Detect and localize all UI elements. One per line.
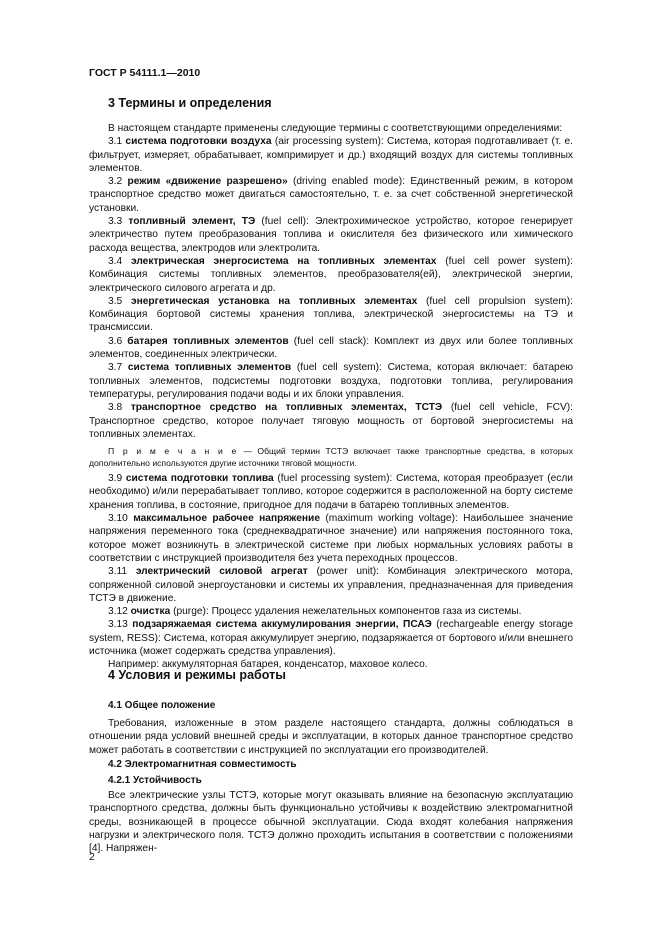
term-name: режим «движение разрешено» — [127, 176, 288, 188]
term-text: (fuel cell system): Система, которая включает: батарею топливных элементов, подсистемы подготовки воздуха, подготовки топлива, регулирования температуры, регулирования подачи воды и их блоки управления. — [89, 362, 574, 400]
note-text: — Общий термин ТСТЭ включает также транспортные средства, в которых дополнительно используются другие источники тяговой мощности. — [89, 446, 573, 469]
term-text: (maximum working voltage): Наибольшее значение напряжения переменного тока (среднеквадратичное значение) или напряжения постоянного тока, которое может возникнуть в электрической системе при любых нормальных условиях работы в соответствии с инструкцией производителя без учета переходных процессов. — [89, 513, 573, 564]
term-name: электрическая энергосистема на топливных элементах — [130, 255, 437, 267]
term-text: (purge): Процесс удаления нежелательных компонентов газа из системы. — [170, 606, 522, 618]
term-number: 3.3 — [108, 216, 123, 228]
term-name: транспортное средство на топливных элементах, ТСТЭ — [130, 402, 443, 414]
term-definition — [89, 512, 573, 565]
term-number: 3.10 — [108, 513, 128, 525]
term-text: (fuel cell stack): Комплект из двух или более топливных элементов, соединенных электрически. — [89, 335, 573, 361]
term-name: энергетическая установка на топливных элементах — [130, 295, 418, 307]
term-text: (fuel processing system): Система, которая преобразует (если необходимо) и/или перерабатывает топливо, которое содержится в расположенной на борту системе хранения топлива, в состояние, пригодное для подачи в батарею топливных элементов. — [89, 473, 574, 511]
term-definition — [89, 175, 573, 215]
term-definition — [89, 215, 573, 255]
subsection-4-1-text — [89, 717, 573, 757]
section-4-title: 4 Условия и режимы работы — [108, 668, 286, 682]
term-list-2 — [89, 472, 573, 658]
term-name: очистка — [130, 606, 171, 618]
term-definition — [89, 255, 573, 295]
term-definition — [89, 361, 573, 401]
note-label: П р и м е ч а н и е — [108, 446, 238, 457]
subsection-4-2-title: 4.2 Электромагнитная совместимость — [108, 759, 297, 770]
term-name: система подготовки топлива — [125, 473, 274, 485]
term-number: 3.9 — [108, 473, 123, 485]
term-name: электрический силовой агрегат — [135, 566, 308, 578]
term-definition — [89, 335, 573, 362]
term-name: система подготовки воздуха — [125, 136, 272, 148]
term-name: подзаряжаемая система аккумулирования энергии, ПСАЭ — [132, 619, 432, 631]
paragraph: Все электрические узлы ТСТЭ, которые могут оказывать влияние на безопасную эксплуатацию транспортного средства, должны быть функционально устойчивы к воздействию электромагнитной среды, возникающей в процессе обычной эксплуатации. Сюда входят колебания напряжения нагрузки и электрического поля. ТСТЭ должно проходить испытания в соответствии с положениями [4]. Напряжен- — [89, 790, 573, 855]
term-number: 3.6 — [108, 335, 123, 347]
term-number: 3.2 — [108, 176, 123, 188]
term-definition — [89, 401, 573, 441]
term-name: топливный элемент, ТЭ — [128, 216, 256, 228]
term-definition — [89, 472, 573, 512]
term-number: 3.7 — [108, 362, 123, 374]
term-number: 3.13 — [108, 619, 128, 631]
paragraph: Требования, изложенные в этом разделе настоящего стандарта, должны соблюдаться в отношении ряда условий внешней среды и эксплуатации, в которых данное транспортное средство может работать в соответствии с инструкцией по эксплуатации его производителей. — [89, 718, 573, 756]
note — [89, 445, 573, 469]
term-definition — [89, 618, 573, 658]
term-number: 3.11 — [108, 566, 128, 578]
term-definition — [89, 565, 573, 605]
term-text: (fuel cell propulsion system): Комбинация бортовой системы хранения топлива, электрической энергосистемы на ТЭ и трансмиссии. — [89, 295, 573, 334]
example-text: Например: аккумуляторная батарея, конденсатор, маховое колесо. — [108, 659, 428, 671]
term-definition — [89, 605, 573, 618]
term-text: (fuel cell vehicle, FCV): Транспортное средство, которое получает тяговую мощность от бортовой энергосистемы на топливных элементах. — [89, 402, 573, 440]
term-number: 3.5 — [108, 295, 123, 307]
subsection-4-1-title: 4.1 Общее положение — [108, 700, 216, 711]
term-definition — [89, 135, 573, 175]
term-name: максимальное рабочее напряжение — [133, 513, 320, 525]
document-header: ГОСТ Р 54111.1—2010 — [89, 67, 201, 79]
term-text: (power unit): Комбинация электрического мотора, сопряженной силовой энергоустановки и системы их управления, предназначенная для приведения ТСТЭ в движение. — [89, 566, 573, 604]
section-3-body — [89, 122, 573, 672]
term-name: система топливных элементов — [127, 362, 292, 374]
term-list — [89, 135, 573, 441]
term-name: батарея топливных элементов — [127, 335, 289, 347]
term-text: (fuel cell): Электрохимическое устройство, которое генерирует электричество путем преобразования топлива и окислителя без физического или химического расхода вещества, электродов или электролита. — [89, 216, 573, 254]
subsection-4-2-1-title: 4.2.1 Устойчивость — [108, 775, 202, 786]
term-text: (fuel cell power system): Комбинация системы топливных элементов, преобразователя(ей), электрической энергии, электрического силового агрегата и др. — [89, 255, 573, 294]
term-definition — [89, 295, 573, 335]
term-number: 3.12 — [108, 606, 128, 618]
term-text: (driving enabled mode): Единственный режим, в котором транспортное средство может двигаться самостоятельно, т. е. за счет собственной энергетической установки. — [89, 176, 573, 214]
term-text: (air processing system): Система, которая подготавливает (т. е. фильтрует, измеряет, обрабатывает, компримирует и др.) входящий воздух для системы топливных элементов. — [89, 136, 573, 174]
term-number: 3.1 — [108, 136, 123, 148]
subsection-4-2-1-text — [89, 789, 573, 855]
term-text: (rechargeable energy storage system, RESS): Система, которая аккумулирует энергию, подзаряжается от бортового и/или внешнего источника (может содержать средства управления). — [89, 619, 574, 657]
term-number: 3.4 — [108, 255, 123, 267]
page-number: 2 — [89, 851, 95, 863]
section-3-intro: В настоящем стандарте применены следующие термины с соответствующими определениями: — [108, 123, 563, 134]
term-number: 3.8 — [108, 402, 123, 414]
section-3-title: 3 Термины и определения — [108, 96, 272, 110]
